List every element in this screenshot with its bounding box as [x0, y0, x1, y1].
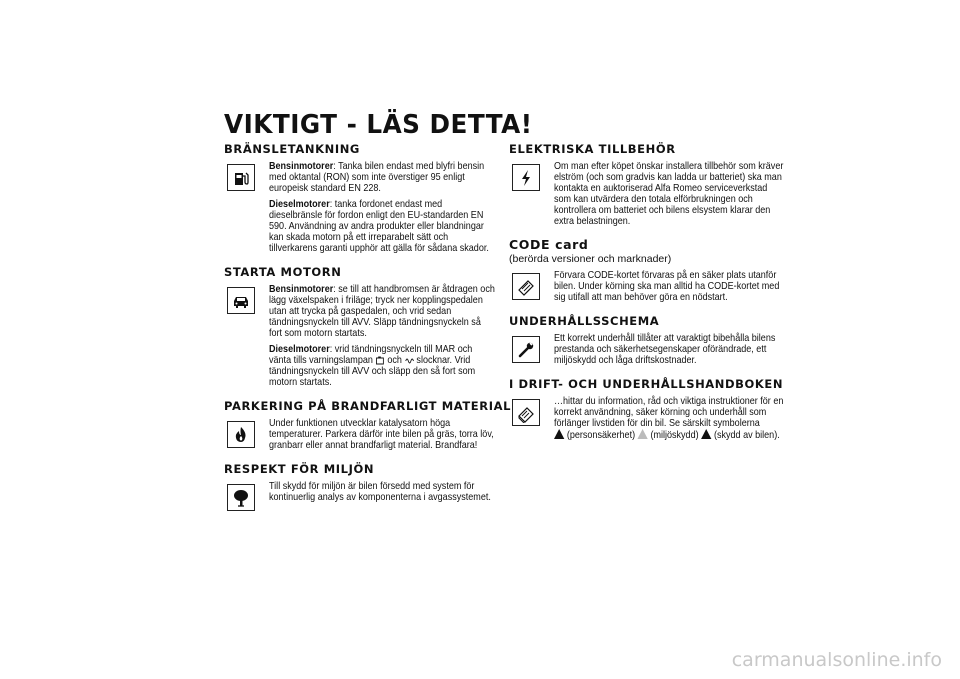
tree-icon	[227, 484, 255, 511]
section-code	[509, 270, 786, 308]
section-heading-electric: ELEKTRISKA TILLBEHÖR	[509, 142, 676, 156]
section-heading-parking: PARKERING PÅ BRANDFARLIGT MATERIAL	[224, 399, 512, 413]
environment-text: Till skydd för miljön är bilen försedd med system för kontinuerlig analys av komponenterna i avgassystemet.	[269, 480, 491, 503]
watermark: carmanualsonline.info	[731, 649, 942, 671]
maintenance-text: Ett korrekt underhåll tillåter att varaktigt bibehålla bilens prestanda och säkerhetsegenskaper oförändrade, ett miljöskydd och låga driftskostnader.	[554, 332, 776, 366]
start-diesel-text: Dieselmotorer: vrid tändningsnyckeln till MAR och vänta tills varningslampan och slocknar. Vrid tändningsnyckeln till AVV och släpp den så fort som motorn startats.	[269, 343, 476, 388]
environment-symbol-icon	[638, 429, 648, 439]
section-parking	[224, 418, 496, 456]
section-fuel	[224, 161, 496, 259]
right-column	[509, 142, 786, 452]
vehicle-protection-icon	[701, 429, 711, 439]
code-card-icon	[512, 273, 540, 300]
glow-plug-icon	[404, 356, 413, 365]
book-icon	[512, 399, 540, 426]
section-heading-code: CODE card	[509, 237, 589, 252]
section-heading-manual: I DRIFT- OCH UNDERHÅLLSHANDBOKEN	[509, 377, 784, 391]
engine-warning-icon	[375, 356, 384, 365]
warning-person-icon	[554, 429, 564, 439]
electric-text: Om man efter köpet önskar installera tillbehör som kräver elström (och som gradvis kan ladda ur batteriet) ska man kontakta en auktoriserad Alfa Romeo serviceverkstad som kan utvärdera den totala elförbrukningen och kontrollera om batteriet och bilens elsystem klarar den extra belastningen.	[554, 160, 784, 227]
start-petrol-text: Bensinmotorer: se till att handbromsen är åtdragen och lägg växelspaken i friläge; tryck ner kopplingspedalen utan att trycka på gaspedalen, och vrid sedan tändningsnyckeln till AVV. Släpp tändningsnyckeln så fort som motorn startats.	[269, 283, 495, 339]
code-text: Förvara CODE-kortet förvaras på en säker plats utanför bilen. Under körning ska man alltid ha CODE-kortet med sig utifall att man behöver göra en nödstart.	[554, 269, 780, 303]
car-icon	[227, 287, 255, 314]
fuel-petrol-text: Bensinmotorer: Tanka bilen endast med blyfri bensin med oktantal (RON) som inte överstiger 95 enligt europeisk standard EN 228.	[269, 160, 485, 194]
section-start	[224, 284, 496, 393]
left-column	[224, 142, 512, 517]
section-heading-maintenance: UNDERHÅLLSSCHEMA	[509, 314, 660, 328]
section-manual	[509, 396, 786, 446]
section-subheading-code: (berörda versioner och marknader)	[509, 253, 672, 265]
section-heading-start: STARTA MOTORN	[224, 265, 342, 279]
page-title: VIKTIGT - LÄS DETTA!	[224, 110, 533, 140]
section-heading-fuel: BRÄNSLETANKNING	[224, 142, 360, 156]
lightning-icon	[512, 164, 540, 191]
fuel-pump-icon	[227, 164, 255, 191]
wrench-icon	[512, 336, 540, 363]
section-environment	[224, 481, 496, 511]
flame-icon	[227, 421, 255, 448]
manual-text: …hittar du information, råd och viktiga instruktioner för en korrekt användning, säker körning och underhåll som förlänger livstiden för din bil. Se särskilt symbolerna (personsäkerhet) (miljöskydd) (skydd av bilen).	[554, 395, 784, 441]
fuel-diesel-text: Dieselmotorer: tanka fordonet endast med dieselbränsle för fordon enligt den EU-standarden EN 590. Användning av andra produkter eller blandningar kan skada motorn på ett irreparabelt sätt och tillverkarens garanti upphör att gälla för sådana skador.	[269, 198, 489, 254]
section-electric	[509, 161, 786, 232]
section-maintenance	[509, 333, 786, 371]
parking-text: Under funktionen utvecklar katalysatorn höga temperaturer. Parkera därför inte bilen på gräs, torra löv, granbarr eller annat brandfarligt material. Brandfara!	[269, 417, 494, 451]
section-heading-environment: RESPEKT FÖR MILJÖN	[224, 462, 375, 476]
